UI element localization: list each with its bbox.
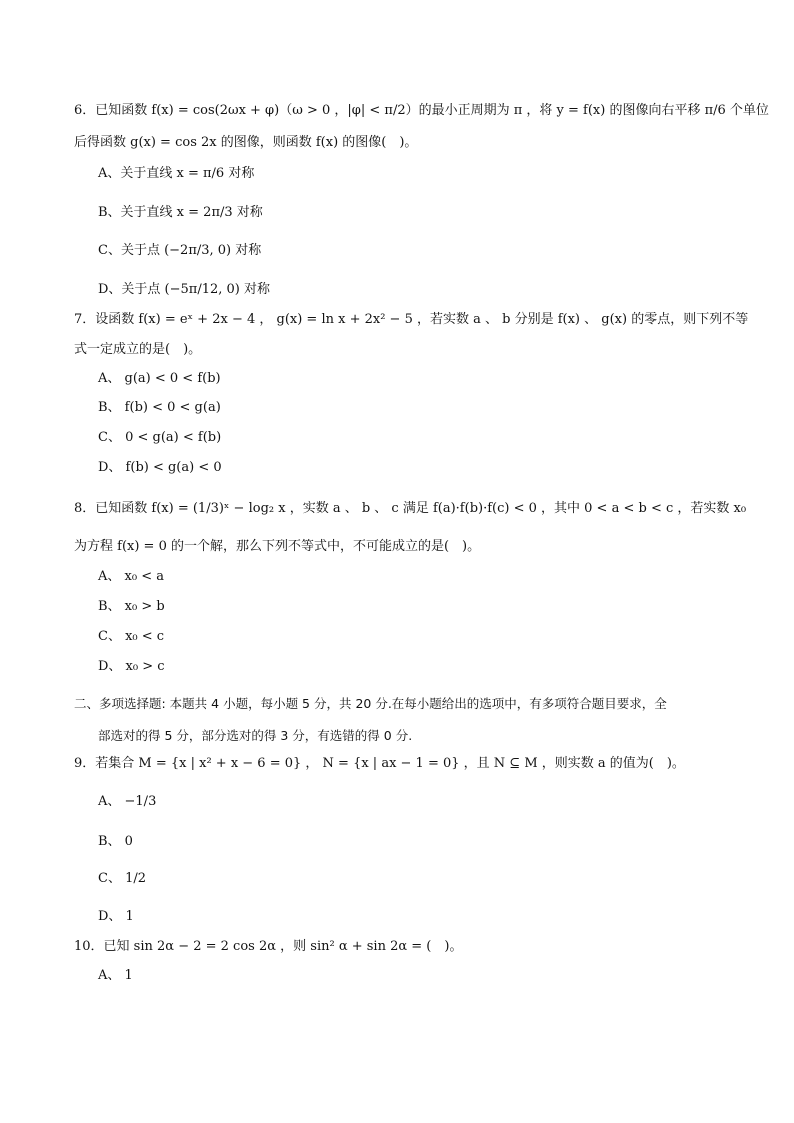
question-7-option-a: A、 g(a) < 0 < f(b): [98, 371, 221, 386]
question-9-line-1: 9．若集合 M = {x | x² + x − 6 = 0} ， N = {x | ax − 1 = 0} ，且 N ⊆ M ，则实数 a 的值为( )。: [74, 756, 685, 771]
question-10-line-1: 10．已知 sin 2α − 2 = 2 cos 2α ，则 sin² α + sin 2α = ( )。: [74, 939, 463, 954]
question-8-line-2: 为方程 f(x) = 0 的一个解，那么下列不等式中，不可能成立的是( )。: [74, 539, 481, 554]
question-8-option-a: A、 x₀ < a: [98, 569, 164, 584]
question-7-option-b: B、 f(b) < 0 < g(a): [98, 400, 221, 415]
section-2-heading: 二、多项选择题: 本题共 4 小题，每小题 5 分，共 20 分.在每小题给出的选项中，有多项符合题目要求，全: [74, 696, 667, 711]
question-6-line-1: 6．已知函数 f(x) = cos(2ωx + φ)（ω > 0 ，|φ| < π/2）的最小正周期为 π ，将 y = f(x) 的图像向右平移 π/6 个单位: [74, 103, 769, 118]
question-6-option-a: A、关于直线 x = π/6 对称: [98, 166, 255, 181]
question-7-line-1: 7．设函数 f(x) = eˣ + 2x − 4 ， g(x) = ln x + 2x² − 5 ，若实数 a 、 b 分别是 f(x) 、 g(x) 的零点，则下列不等: [74, 312, 749, 327]
question-7-option-c: C、 0 < g(a) < f(b): [98, 430, 222, 445]
question-9-option-b: B、 0: [98, 834, 133, 849]
question-8-option-d: D、 x₀ > c: [98, 659, 165, 674]
question-7-line-2: 式一定成立的是( )。: [74, 342, 202, 357]
section-2-heading-cont: 部选对的得 5 分，部分选对的得 3 分，有选错的得 0 分.: [98, 728, 413, 743]
question-6-option-d: D、关于点 (−5π/12, 0) 对称: [98, 282, 270, 297]
question-10-option-a: A、 1: [98, 968, 133, 983]
question-6-option-c: C、关于点 (−2π/3, 0) 对称: [98, 243, 262, 258]
question-9-option-c: C、 1/2: [98, 871, 147, 886]
question-8-option-b: B、 x₀ > b: [98, 599, 165, 614]
question-6-option-b: B、关于直线 x = 2π/3 对称: [98, 205, 263, 220]
question-8-option-c: C、 x₀ < c: [98, 629, 165, 644]
question-6-line-2: 后得函数 g(x) = cos 2x 的图像，则函数 f(x) 的图像( )。: [74, 135, 418, 150]
question-9-option-d: D、 1: [98, 909, 134, 924]
question-7-option-d: D、 f(b) < g(a) < 0: [98, 460, 222, 475]
question-9-option-a: A、 −1/3: [98, 794, 157, 809]
question-8-line-1: 8．已知函数 f(x) = (1/3)ˣ − log₂ x ，实数 a 、 b 、 c 满足 f(a)·f(b)·f(c) < 0 ，其中 0 < a < b < c ，若实数 x₀: [74, 501, 747, 516]
